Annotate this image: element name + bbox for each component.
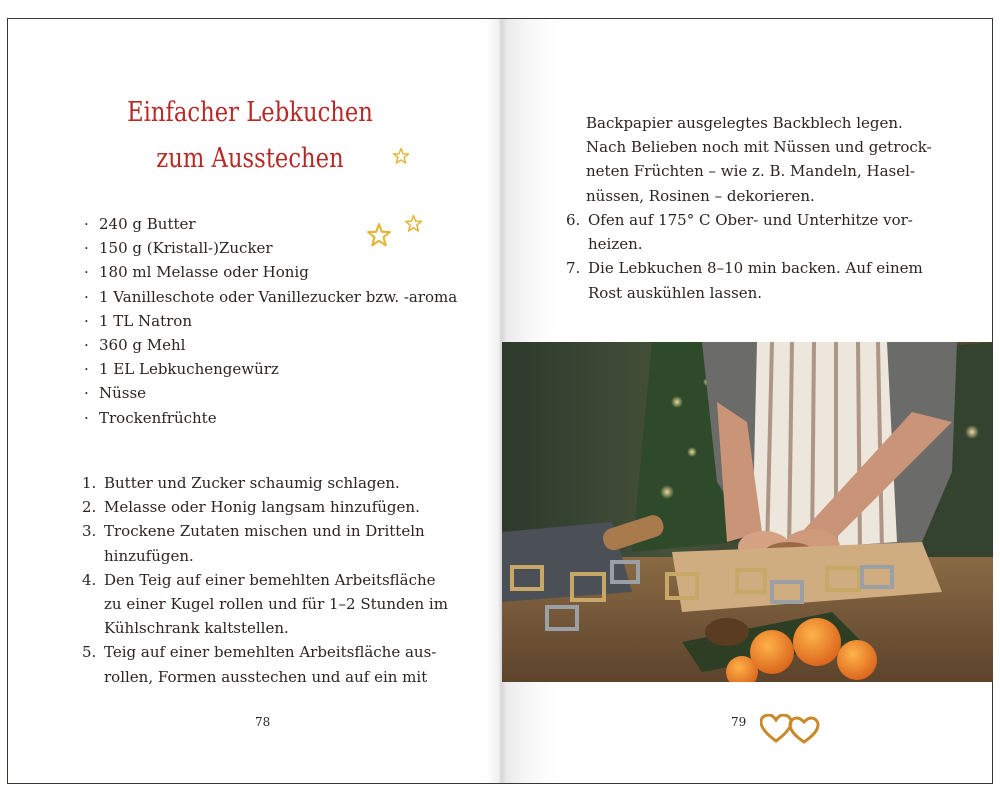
continued-step-text [586,111,932,208]
ingredient-item: · 150 g (Kristall-)Zucker [82,236,457,260]
step-text: hinzufügen. [104,546,194,565]
ingredient-item: · 1 Vanilleschote oder Vanillezucker bzw. -aroma [82,285,457,309]
instruction-step [82,471,442,495]
step-number: 1. [82,474,97,492]
continued-line: Nach Belieben noch mit Nüssen und getrock- [586,138,932,157]
continued-line: nüssen, Rosinen – dekorieren. [586,186,815,205]
step-text: heizen. [588,235,643,254]
step-text: Kühlschrank kaltstellen. [104,619,289,638]
ingredient-item: · 1 EL Lebkuchengewürz [82,357,457,381]
hearts-icon [760,714,822,744]
instruction-step [566,208,913,256]
continued-line: neten Früchten – wie z. B. Mandeln, Hasel- [586,162,915,181]
step-number: 6. [566,211,581,229]
ingredient-list [82,212,457,430]
step-number: 4. [82,570,97,589]
step-text: Den Teig auf einer bemehlten Arbeitsfläche [104,570,436,589]
ingredient-item: · 360 g Mehl [82,333,457,357]
step-text: Melasse oder Honig langsam hinzufügen. [104,498,420,517]
instruction-step [82,495,442,519]
page-number-left: 78 [255,715,271,729]
step-text: Rost auskühlen lassen. [588,283,763,302]
step-text: Trockene Zutaten mischen und in Dritteln [104,522,425,541]
ingredient-item: · 180 ml Melasse oder Honig [82,260,457,284]
page-number-right: 79 [731,715,747,729]
ingredient-item: · 240 g Butter [82,212,457,236]
ingredient-item: · Nüsse [82,381,457,405]
instruction-step [82,640,442,688]
star-icon [392,147,410,165]
baking-photo [502,342,993,682]
step-number: 3. [82,522,97,541]
step-text: Ofen auf 175° C Ober- und Unterhitze vor- [588,211,913,229]
instruction-step [82,519,442,567]
instruction-list-continued [566,208,923,305]
instruction-list [82,471,448,689]
recipe-title-line-2: zum Ausstechen [156,143,344,174]
step-number: 2. [82,498,97,517]
instruction-step [566,256,923,304]
step-text: Butter und Zucker schaumig schlagen. [104,474,400,492]
step-text: Die Lebkuchen 8–10 min backen. Auf einem [588,259,923,278]
recipe-title [124,90,376,182]
step-number: 7. [566,259,581,278]
step-text: rollen, Formen ausstechen und auf ein mit [104,667,428,686]
instruction-step [82,568,448,641]
ingredient-item: · 1 TL Natron [82,309,457,333]
step-number: 5. [82,643,97,662]
step-text: Teig auf einer bemehlten Arbeitsfläche aus- [104,643,437,662]
continued-line: Backpapier ausgelegtes Backblech legen. [586,114,903,132]
recipe-title-line-1: Einfacher Lebkuchen [127,97,373,128]
baking-photo-illustration [502,342,993,682]
ingredient-item: · Trockenfrüchte [82,406,457,430]
step-text: zu einer Kugel rollen und für 1–2 Stunden im [104,595,448,614]
